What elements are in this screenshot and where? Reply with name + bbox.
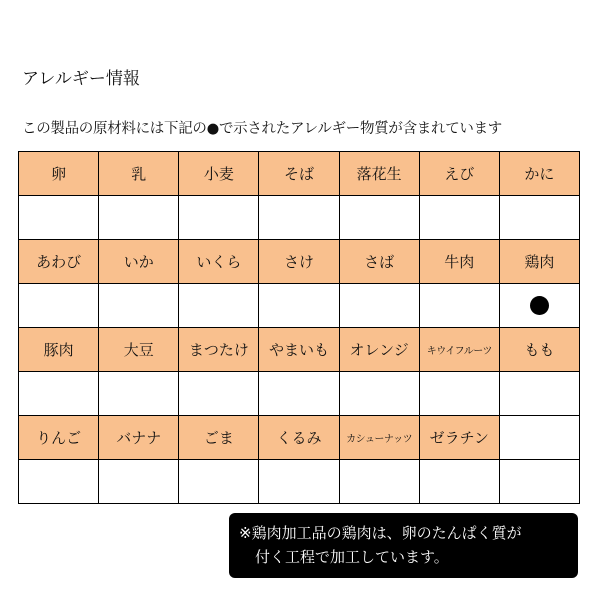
allergen-mark-cell bbox=[19, 460, 99, 504]
allergen-mark-cell bbox=[339, 460, 419, 504]
allergen-name-cell: さば bbox=[339, 240, 419, 284]
allergen-mark-cell bbox=[419, 284, 499, 328]
allergen-name-row bbox=[19, 416, 580, 460]
allergen-mark-row bbox=[19, 196, 580, 240]
allergen-name-cell: キウイフルーツ bbox=[419, 328, 499, 372]
allergen-name-cell: さけ bbox=[259, 240, 339, 284]
note-line-1: ※鶏肉加工品の鶏肉は、卵のたんぱく質が bbox=[239, 524, 522, 542]
contains-mark-icon bbox=[530, 296, 549, 315]
allergen-mark-cell bbox=[339, 196, 419, 240]
allergen-name-cell: ごま bbox=[179, 416, 259, 460]
allergen-table bbox=[18, 151, 580, 504]
allergen-mark-row bbox=[19, 284, 580, 328]
allergen-table-body bbox=[19, 152, 580, 504]
allergen-name-cell: 牛肉 bbox=[419, 240, 499, 284]
allergen-mark-cell bbox=[499, 196, 579, 240]
allergen-name-cell: そば bbox=[259, 152, 339, 196]
allergen-name-cell: 落花生 bbox=[339, 152, 419, 196]
section-heading: アレルギー情報 bbox=[22, 69, 140, 89]
allergen-name-cell: りんご bbox=[19, 416, 99, 460]
allergen-name-cell: いか bbox=[99, 240, 179, 284]
allergen-name-cell: カシューナッツ bbox=[339, 416, 419, 460]
allergen-mark-cell bbox=[339, 284, 419, 328]
allergen-mark-cell bbox=[259, 196, 339, 240]
note-box bbox=[229, 513, 578, 578]
allergen-mark-cell bbox=[499, 372, 579, 416]
allergen-mark-cell bbox=[99, 284, 179, 328]
allergen-name-cell: 鶏肉 bbox=[499, 240, 579, 284]
allergen-mark-cell bbox=[499, 284, 579, 328]
allergen-name-cell: ゼラチン bbox=[419, 416, 499, 460]
empty-cell bbox=[499, 416, 579, 460]
allergen-mark-cell bbox=[339, 372, 419, 416]
allergen-mark-cell bbox=[259, 284, 339, 328]
allergen-name-row bbox=[19, 152, 580, 196]
allergen-mark-cell bbox=[419, 372, 499, 416]
allergen-mark-cell bbox=[179, 460, 259, 504]
allergen-name-cell: 豚肉 bbox=[19, 328, 99, 372]
allergen-mark-cell bbox=[179, 196, 259, 240]
allergen-mark-cell bbox=[419, 196, 499, 240]
allergen-mark-cell bbox=[19, 196, 99, 240]
note-line-2: 付く工程で加工しています。 bbox=[255, 548, 449, 566]
allergen-name-cell: くるみ bbox=[259, 416, 339, 460]
allergen-name-cell: 大豆 bbox=[99, 328, 179, 372]
allergen-name-cell: オレンジ bbox=[339, 328, 419, 372]
allergen-name-cell: あわび bbox=[19, 240, 99, 284]
allergen-mark-cell bbox=[419, 460, 499, 504]
allergen-mark-cell bbox=[19, 284, 99, 328]
allergen-mark-cell bbox=[19, 372, 99, 416]
allergen-mark-row bbox=[19, 372, 580, 416]
allergen-name-cell: えび bbox=[419, 152, 499, 196]
allergen-name-cell: かに bbox=[499, 152, 579, 196]
allergen-mark-cell bbox=[179, 372, 259, 416]
allergen-mark-cell bbox=[179, 284, 259, 328]
allergen-name-row bbox=[19, 240, 580, 284]
allergen-mark-cell bbox=[99, 460, 179, 504]
allergen-mark-cell bbox=[99, 196, 179, 240]
allergen-mark-row bbox=[19, 460, 580, 504]
allergen-name-row bbox=[19, 328, 580, 372]
allergen-mark-cell bbox=[259, 372, 339, 416]
allergen-name-cell: いくら bbox=[179, 240, 259, 284]
allergen-name-cell: 小麦 bbox=[179, 152, 259, 196]
allergen-name-cell: バナナ bbox=[99, 416, 179, 460]
allergen-mark-cell bbox=[259, 460, 339, 504]
allergen-name-cell: やまいも bbox=[259, 328, 339, 372]
allergen-name-cell: 卵 bbox=[19, 152, 99, 196]
allergen-mark-cell bbox=[499, 460, 579, 504]
allergen-name-cell: 乳 bbox=[99, 152, 179, 196]
allergen-name-cell: もも bbox=[499, 328, 579, 372]
intro-text: この製品の原材料には下記の●で示されたアレルギー物質が含まれています bbox=[22, 121, 503, 137]
allergen-mark-cell bbox=[99, 372, 179, 416]
allergen-name-cell: まつたけ bbox=[179, 328, 259, 372]
